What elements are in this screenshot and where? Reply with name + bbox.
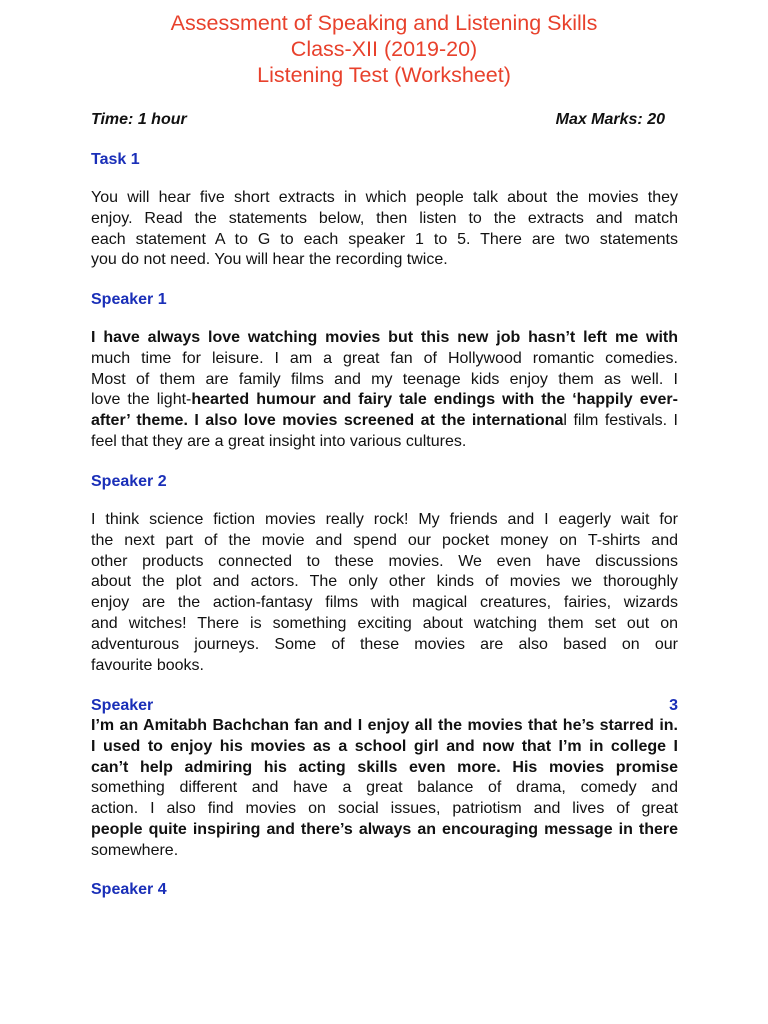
- text-line: somewhere.: [91, 841, 179, 859]
- task-1-heading: Task 1: [91, 151, 140, 168]
- text-line: enjoy are the action-fantasy films with magical creatures, fairies, wizards: [91, 594, 678, 612]
- text-line: I have always love watching movies but this new job hasn’t left me with: [91, 329, 678, 346]
- title-line-2: Class-XII (2019-20): [290, 37, 478, 61]
- speaker-4-heading: Speaker 4: [91, 881, 167, 898]
- text-line: other products connected to these movies. We even have discussions: [91, 552, 678, 570]
- text-line: [91, 411, 678, 432]
- text-line: I think science fiction movies really rock! My friends and I eagerly wait for: [91, 511, 678, 528]
- speaker-1-heading: Speaker 1: [91, 291, 167, 308]
- bold-text-segment: hearted humour and fairy tale endings with the ‘happily ever-: [191, 391, 678, 409]
- task-1-instructions: [91, 188, 678, 271]
- speaker-1-text: [91, 328, 678, 453]
- speaker-3-heading: [91, 696, 678, 716]
- text-line: and witches! There is something exciting about watching them set out on: [91, 614, 678, 632]
- text-line: [91, 390, 678, 411]
- speaker-3-text: [91, 716, 678, 862]
- text-line: I’m an Amitabh Bachchan fan and I enjoy all the movies that he’s starred in.: [91, 717, 678, 734]
- bold-text-segment: after’ theme. I also love movies screened at the internationa: [91, 412, 564, 430]
- text-line: the next part of the movie and spend our pocket money on T-shirts and: [91, 531, 678, 549]
- text-line: people quite inspiring and there’s always an encouraging message in there: [91, 820, 678, 838]
- text-line: Most of them are family films and my teenage kids enjoy them as well. I: [91, 370, 678, 388]
- speaker-2-heading: Speaker 2: [91, 473, 167, 490]
- title-line-1: Assessment of Speaking and Listening Skills: [170, 11, 598, 35]
- speaker-2-text: [91, 510, 678, 676]
- speaker-3-heading-number: 3: [669, 697, 678, 714]
- text-line: much time for leisure. I am a great fan of Hollywood romantic comedies.: [91, 349, 678, 367]
- text-line: you do not need. You will hear the recording twice.: [91, 251, 448, 269]
- text-line: favourite books.: [91, 656, 204, 674]
- text-line: about the plot and actors. The only other kinds of movies we thoroughly: [91, 573, 678, 591]
- text-line: action. I also find movies on social issues, patriotism and lives of great: [91, 800, 678, 818]
- time-label: Time: 1 hour: [91, 111, 187, 128]
- text-line: each statement A to G to each speaker 1 to 5. There are two statements: [91, 230, 678, 248]
- text-line: adventurous journeys. Some of these movies are also based on our: [91, 635, 678, 653]
- text-line: something different and have a great balance of drama, comedy and: [91, 779, 678, 797]
- text-line: I used to enjoy his movies as a school girl and now that I’m in college I: [91, 737, 678, 755]
- text-segment: love the light-: [91, 391, 192, 409]
- speaker-3-heading-word: Speaker: [91, 697, 154, 714]
- max-marks-label: Max Marks: 20: [555, 111, 665, 128]
- title-line-3: Listening Test (Worksheet): [257, 63, 511, 87]
- text-line: enjoy. Read the statements below, then listen to the extracts and match: [91, 209, 678, 227]
- text-line: can’t help admiring his acting skills even more. His movies promise: [91, 758, 678, 776]
- text-segment: l film festivals. I: [563, 412, 678, 430]
- document-title: [0, 10, 768, 88]
- text-line: You will hear five short extracts in which people talk about the movies they: [91, 189, 678, 206]
- text-line: feel that they are a great insight into various cultures.: [91, 432, 467, 450]
